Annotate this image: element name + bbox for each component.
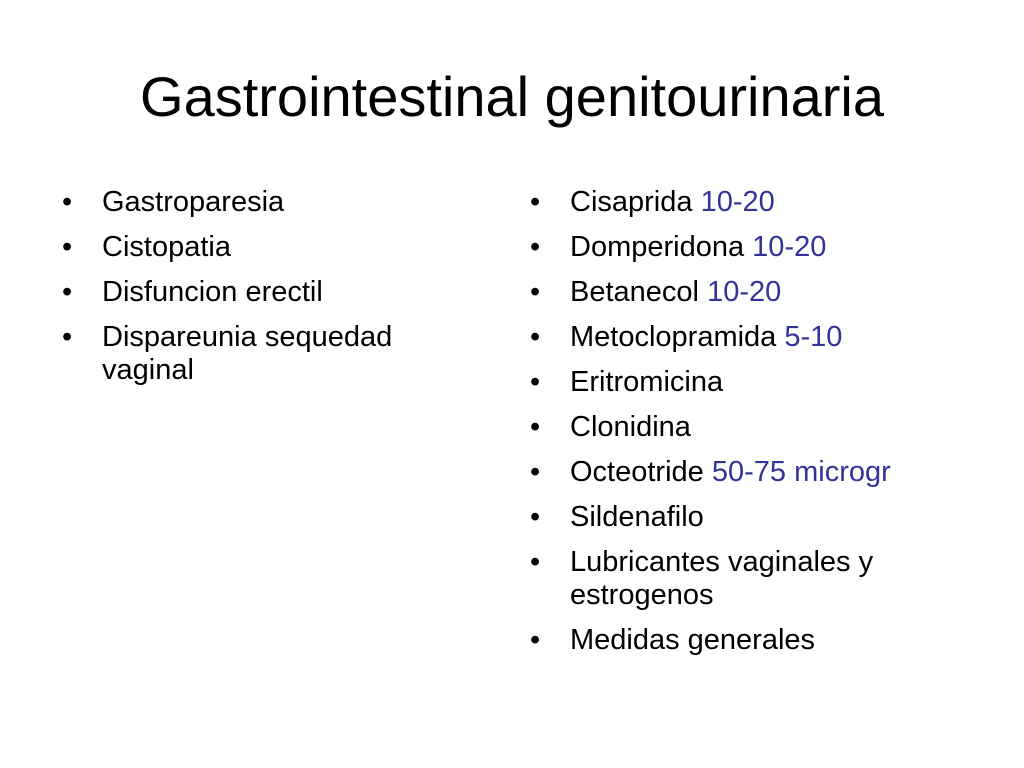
bullet-icon: •	[62, 276, 73, 308]
bullet-icon: •	[530, 456, 541, 488]
list-item	[530, 366, 1000, 399]
list-item	[62, 276, 462, 309]
bullet-icon: •	[530, 186, 541, 218]
drug-dose: 10-20	[700, 186, 775, 218]
bullet-icon: •	[530, 276, 541, 308]
drug-name: Medidas generales	[570, 624, 816, 656]
bullet-icon: •	[530, 366, 541, 398]
list-item	[530, 411, 1000, 444]
bullet-icon: •	[530, 231, 541, 263]
drug-name: Clonidina	[570, 411, 691, 443]
list-item	[530, 456, 1000, 489]
bullet-icon: •	[530, 624, 541, 656]
drug-name: Metoclopramida	[570, 321, 777, 353]
item-text: Disfuncion erectil	[102, 276, 323, 308]
list-item	[530, 624, 1000, 657]
drug-dose: 50-75 microgr	[711, 456, 891, 488]
right-bullet-list	[530, 186, 1000, 669]
item-text: Dispareunia sequedad vaginal	[102, 321, 393, 386]
drug-dose: 10-20	[752, 231, 827, 263]
bullet-icon: •	[62, 321, 73, 353]
item-text: Cistopatia	[102, 231, 231, 263]
drug-name: Domperidona	[570, 231, 745, 263]
bullet-icon: •	[530, 546, 541, 578]
drug-name: Betanecol	[570, 276, 699, 308]
list-item	[530, 501, 1000, 534]
list-item	[62, 186, 462, 219]
bullet-icon: •	[530, 321, 541, 353]
drug-name: Lubricantes vaginales y estrogenos	[570, 546, 874, 611]
list-item	[530, 186, 1000, 219]
drug-dose: 5-10	[784, 321, 843, 353]
drug-name: Eritromicina	[570, 366, 724, 398]
bullet-icon: •	[530, 501, 541, 533]
drug-name: Cisaprida	[570, 186, 693, 218]
list-item	[530, 321, 1000, 354]
list-item	[530, 231, 1000, 264]
left-bullet-list	[62, 186, 462, 399]
list-item	[530, 546, 1000, 612]
drug-name: Sildenafilo	[570, 501, 704, 533]
item-text: Gastroparesia	[102, 186, 285, 218]
bullet-icon: •	[62, 186, 73, 218]
bullet-icon: •	[530, 411, 541, 443]
drug-name: Octeotride	[570, 456, 704, 488]
slide-title: Gastrointestinal genitourinaria	[140, 65, 884, 128]
list-item	[62, 231, 462, 264]
drug-dose: 10-20	[707, 276, 782, 308]
list-item	[530, 276, 1000, 309]
list-item	[62, 321, 462, 387]
bullet-icon: •	[62, 231, 73, 263]
